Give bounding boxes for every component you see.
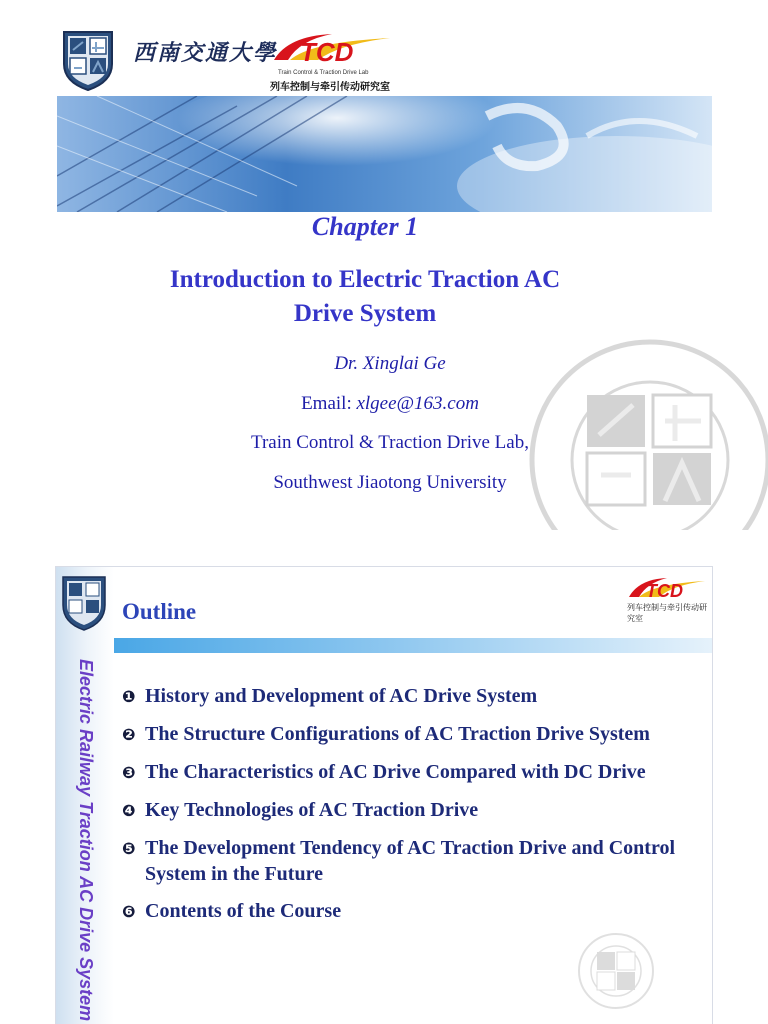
list-item bbox=[122, 898, 712, 925]
email-address: xlgee@163.com bbox=[356, 393, 479, 414]
title-line-1: Introduction to Electric Traction AC bbox=[169, 266, 561, 293]
item-text: Key Technologies of AC Traction Drive bbox=[145, 799, 479, 821]
lab-name-en: Train Control & Traction Drive Lab bbox=[278, 70, 369, 76]
author-name: Dr. Xinglai Ge bbox=[334, 353, 446, 374]
lab-name-cn: 列车控制与牵引传动研究室 bbox=[627, 603, 707, 623]
sidebar bbox=[56, 567, 114, 1024]
svg-text:TCD: TCD bbox=[646, 581, 683, 601]
item-number-icon: ❷ bbox=[122, 725, 136, 744]
lab-affiliation: Train Control & Traction Drive Lab, bbox=[251, 432, 529, 453]
chapter-label: Chapter 1 bbox=[311, 212, 419, 241]
item-text: The Development Tendency of AC Traction Drive and Control System in the Future bbox=[145, 837, 676, 885]
university-emblem-icon bbox=[59, 575, 109, 631]
title-line-2: Drive System bbox=[293, 300, 437, 327]
email-label: Email: bbox=[301, 393, 357, 414]
email-line bbox=[0, 393, 768, 415]
item-text: Contents of the Course bbox=[145, 900, 342, 922]
item-number-icon: ❹ bbox=[122, 801, 136, 820]
university-emblem-icon bbox=[56, 28, 120, 92]
list-item bbox=[122, 759, 712, 786]
sidebar-course-title: Electric Railway Traction AC Drive System bbox=[76, 659, 96, 1022]
item-number-icon: ❺ bbox=[122, 839, 136, 858]
university-affiliation: Southwest Jiaotong University bbox=[273, 472, 507, 493]
tcd-logo-icon bbox=[627, 575, 707, 603]
item-text: History and Development of AC Drive System bbox=[145, 685, 538, 707]
item-number-icon: ❸ bbox=[122, 763, 136, 782]
list-item bbox=[122, 683, 712, 710]
item-number-icon: ❶ bbox=[122, 687, 136, 706]
banner-image bbox=[57, 96, 712, 212]
item-number-icon: ❻ bbox=[122, 902, 136, 921]
list-item bbox=[122, 797, 712, 824]
item-text: The Structure Configurations of AC Traction Drive System bbox=[145, 723, 650, 745]
svg-text:TCD: TCD bbox=[300, 37, 354, 67]
outline-list bbox=[122, 683, 712, 936]
lab-name-cn: 列车控制与牵引传动研究室 bbox=[270, 82, 390, 93]
outline-slide bbox=[55, 566, 713, 1024]
list-item bbox=[122, 721, 712, 748]
list-item bbox=[122, 835, 712, 887]
university-seal-watermark bbox=[576, 931, 656, 1011]
tcd-logo-icon bbox=[270, 30, 395, 70]
university-name-calligraphy: 西南交通大學 bbox=[133, 40, 278, 66]
outline-heading: Outline bbox=[122, 599, 197, 624]
item-text: The Characteristics of AC Drive Compared with DC Drive bbox=[145, 761, 646, 783]
header-divider-bar bbox=[114, 638, 713, 653]
slide-title bbox=[0, 263, 730, 331]
